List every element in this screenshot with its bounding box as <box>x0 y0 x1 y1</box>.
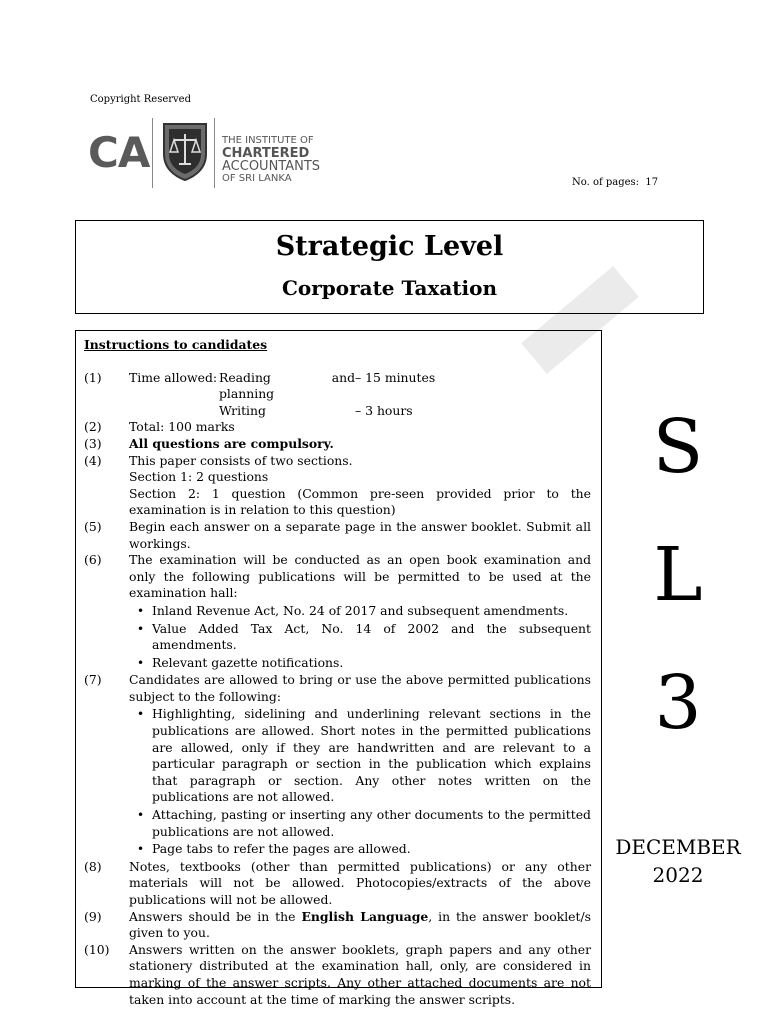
logo-divider <box>152 118 153 188</box>
instruction-item: (9) Answers should be in the English Language, in the answer booklet/s given to you. <box>84 908 592 941</box>
instruction-item: (8) Notes, textbooks (other than permitted publications) or any other materials will not be allowed. Photocopies/extracts of the above publications will not be allowed. <box>84 858 591 907</box>
bullet-item: • Attaching, pasting or inserting any other documents to the permitted publications are not allowed. <box>136 807 591 839</box>
instruction-item: (2) Total: 100 marks <box>84 419 235 435</box>
instructions-heading: Instructions to candidates <box>84 337 268 352</box>
subject-title: Corporate Taxation <box>281 276 498 300</box>
instruction-item: (10) Answers written on the answer booklets, graph papers and any other stationery distributed at the examination hall, only, are considered in marking of the answer scripts. Any other attached documents are not taken into account at the time of marking the answer scripts. <box>84 941 591 1007</box>
paper-code: S L 3 <box>652 404 704 746</box>
bullet-item: • Relevant gazette notifications. <box>136 654 344 670</box>
bullet-item: • Page tabs to refer the pages are allowed. <box>136 841 411 857</box>
logo-ca-mark: CA <box>88 128 150 177</box>
copyright-notice: Copyright Reserved <box>90 94 191 105</box>
page-count: No. of pages: 17 <box>572 177 659 188</box>
logo-wordmark: THE INSTITUTE OF CHARTERED ACCOUNTANTS OF SRI LANKA <box>222 135 321 184</box>
instruction-item: (1) Time allowed: Reading and planning – 15 minutes Writing – 3 hours <box>84 369 436 418</box>
instruction-item: (4) This paper consists of two sections. Section 1: 2 questions Section 2: 1 question (Common pre-seen provided prior to the examination is in relation to this question) <box>84 452 591 518</box>
instruction-item: (3) All questions are compulsory. <box>84 435 334 451</box>
institute-logo <box>88 116 388 188</box>
title-box <box>75 220 704 314</box>
instructions-box <box>75 330 602 1007</box>
bullet-item: • Inland Revenue Act, No. 24 of 2017 and subsequent amendments. <box>136 602 569 618</box>
shield-scales-icon <box>160 120 210 182</box>
logo-divider <box>214 118 215 188</box>
exam-level-title: Strategic Level <box>275 231 504 262</box>
instruction-item: (7) Candidates are allowed to bring or use the above permitted publications subject to the following: • Highlighting, sidelining and underlining relevant sections in the publications are allowed. Short notes in the permitted publications are allowed, only if they are handwritten and are relevant to a particular paragraph or section in the publication which explains that paragraph or section. Any other notes written on the publications are not allowed. • Attaching, pasting or inserting any other documents to the permitted publications are not allowed. • Page tabs to refer the pages are allowed. <box>84 672 591 857</box>
bullet-item: • Highlighting, sidelining and underlining relevant sections in the publications are allowed. Short notes in the permitted publications are allowed, only if they are handwritten and are relevant to a particular paragraph or section in the publication which explains that paragraph or section. Any other notes written on the publications are not allowed. <box>136 706 591 805</box>
instruction-item: (6) The examination will be conducted as an open book examination and only the following publications will be permitted to be used at the examination hall: • Inland Revenue Act, No. 24 of 2017 and subsequent amendments. • Value Added Tax Act, No. 14 of 2002 and the subsequent amendments. • Relevant gazette notifications. <box>84 552 591 670</box>
bullet-item: • Value Added Tax Act, No. 14 of 2002 and the subsequent amendments. <box>136 620 591 653</box>
instruction-item: (5) Begin each answer on a separate page in the answer booklet. Submit all workings. <box>84 518 591 551</box>
exam-date: DECEMBER 2022 <box>615 835 741 887</box>
